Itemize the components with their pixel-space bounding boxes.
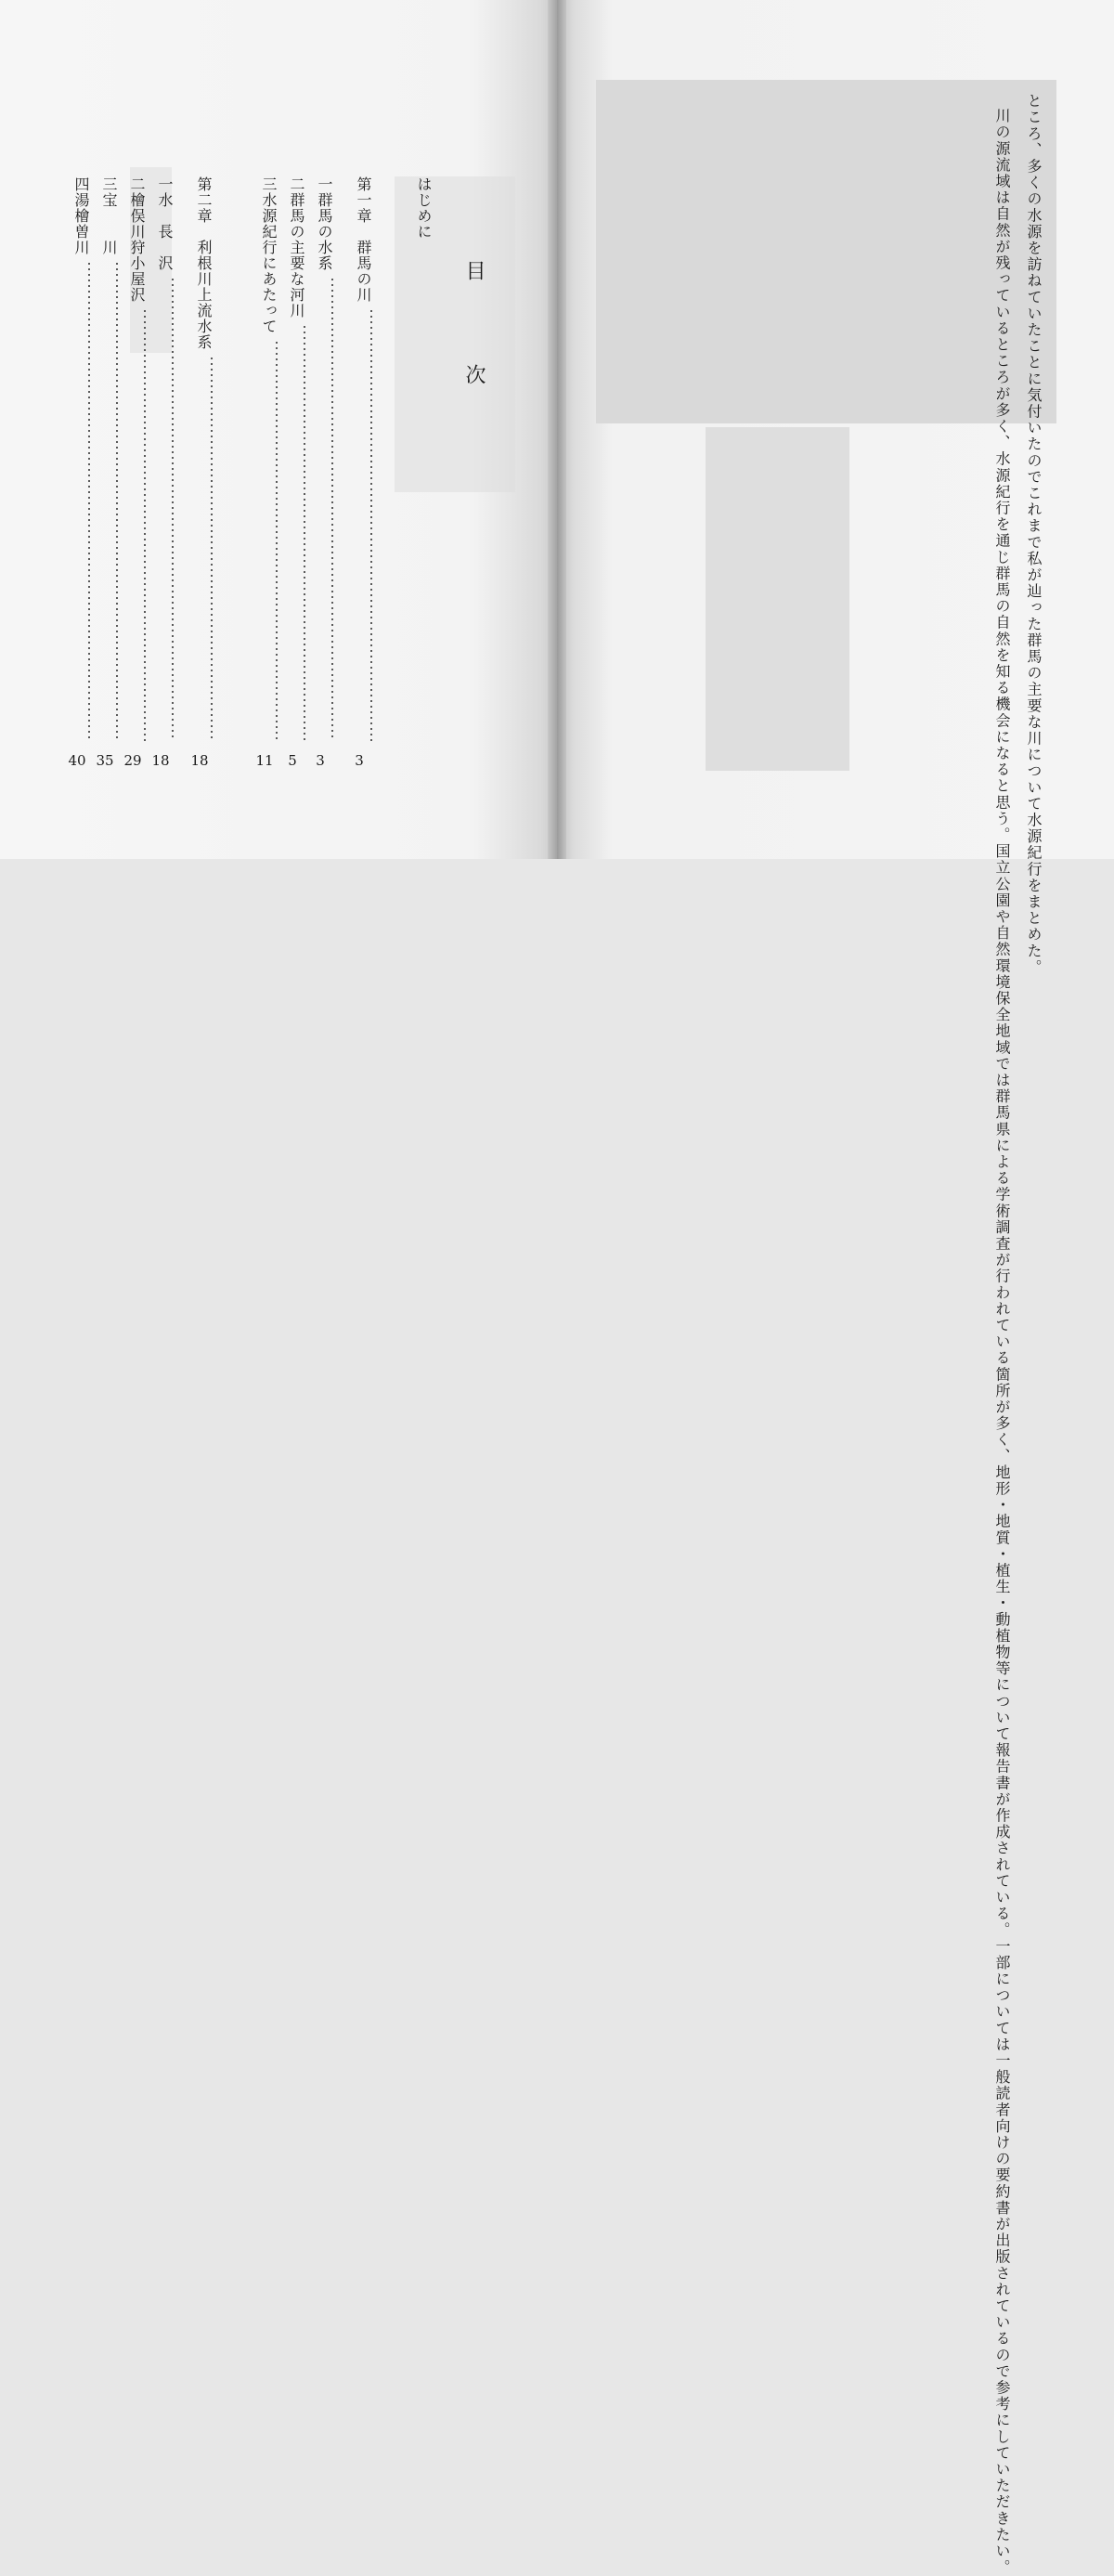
toc-entry-page: 40 — [68, 752, 86, 769]
leader-dots — [210, 356, 214, 741]
leader-dots — [115, 261, 119, 741]
toc-entry-title: 宝 川 — [100, 192, 118, 255]
leader-dots — [143, 308, 147, 741]
leader-dots — [369, 308, 373, 741]
toc-entry — [147, 176, 175, 771]
toc-chapter1 — [345, 176, 373, 771]
toc-chapter2 — [186, 176, 214, 771]
toc-entry — [63, 176, 91, 771]
toc-chapter2-page: 18 — [190, 752, 209, 769]
toc-entry-number: 二 — [288, 176, 305, 192]
toc-entry-title: 湯檜曽川 — [72, 192, 90, 255]
toc-entry-page: 5 — [288, 752, 297, 769]
toc-entry-title: 群馬の主要な河川 — [288, 192, 305, 319]
toc-entry — [278, 176, 306, 771]
toc-entry — [119, 176, 147, 771]
toc-entry-title: 群馬の水系 — [316, 192, 333, 271]
toc-entry-page: 18 — [151, 752, 170, 769]
toc-entry-number: 四 — [72, 176, 90, 192]
body-paragraph: 川の源流域は自然が残っているところが多く、水源紀行を通じ群馬の自然を知る機会になると思う。国立公園や自然環境保全地域では群馬県による学術調査が行われている箇所が多く、地形・地質・植生・動植物等について報告書が作成されている。一部については一般読者向けの要約書が出版されているので参考にしていただきたい。 — [993, 108, 1011, 2576]
toc-entry-number: 三 — [260, 176, 278, 192]
leader-dots — [330, 277, 334, 741]
show-through-panel — [706, 427, 849, 771]
toc-intro-label: はじめに — [415, 176, 433, 240]
body-paragraph: ところ、多くの水源を訪ねていたことに気付いたのでこれまで私が辿った群馬の主要な川について水源紀行をまとめた。 — [1025, 93, 1043, 976]
toc-entry-page: 11 — [255, 752, 274, 769]
toc-chapter2-title: 第二章 利根川上流水系 — [195, 176, 213, 350]
toc-entry — [306, 176, 334, 771]
toc-heading: 目 次 — [462, 260, 486, 416]
toc-entry-title: 檜俣川狩小屋沢 — [128, 192, 146, 303]
toc-entry-title: 水源紀行にあたって — [260, 192, 278, 334]
body-text — [887, 93, 1049, 2576]
toc-entry-page: 35 — [96, 752, 114, 769]
toc-entry-number: 一 — [156, 176, 174, 192]
toc-entry — [251, 176, 278, 771]
toc-chapter1-page: 3 — [355, 752, 364, 769]
leader-dots — [87, 261, 91, 741]
toc-chapter1-title: 第一章 群馬の川 — [355, 176, 372, 303]
leader-dots — [171, 277, 175, 741]
toc-entry-number: 三 — [100, 176, 118, 192]
toc-entry — [91, 176, 119, 771]
gutter — [548, 0, 566, 859]
toc-entry-number: 一 — [316, 176, 333, 192]
toc-intro — [413, 176, 434, 771]
toc-entry-title: 水 長 沢 — [156, 192, 174, 271]
toc-entry-page: 3 — [316, 752, 325, 769]
toc-entry-page: 29 — [123, 752, 142, 769]
leader-dots — [275, 340, 278, 741]
leader-dots — [303, 324, 306, 741]
toc-entry-number: 二 — [128, 176, 146, 192]
